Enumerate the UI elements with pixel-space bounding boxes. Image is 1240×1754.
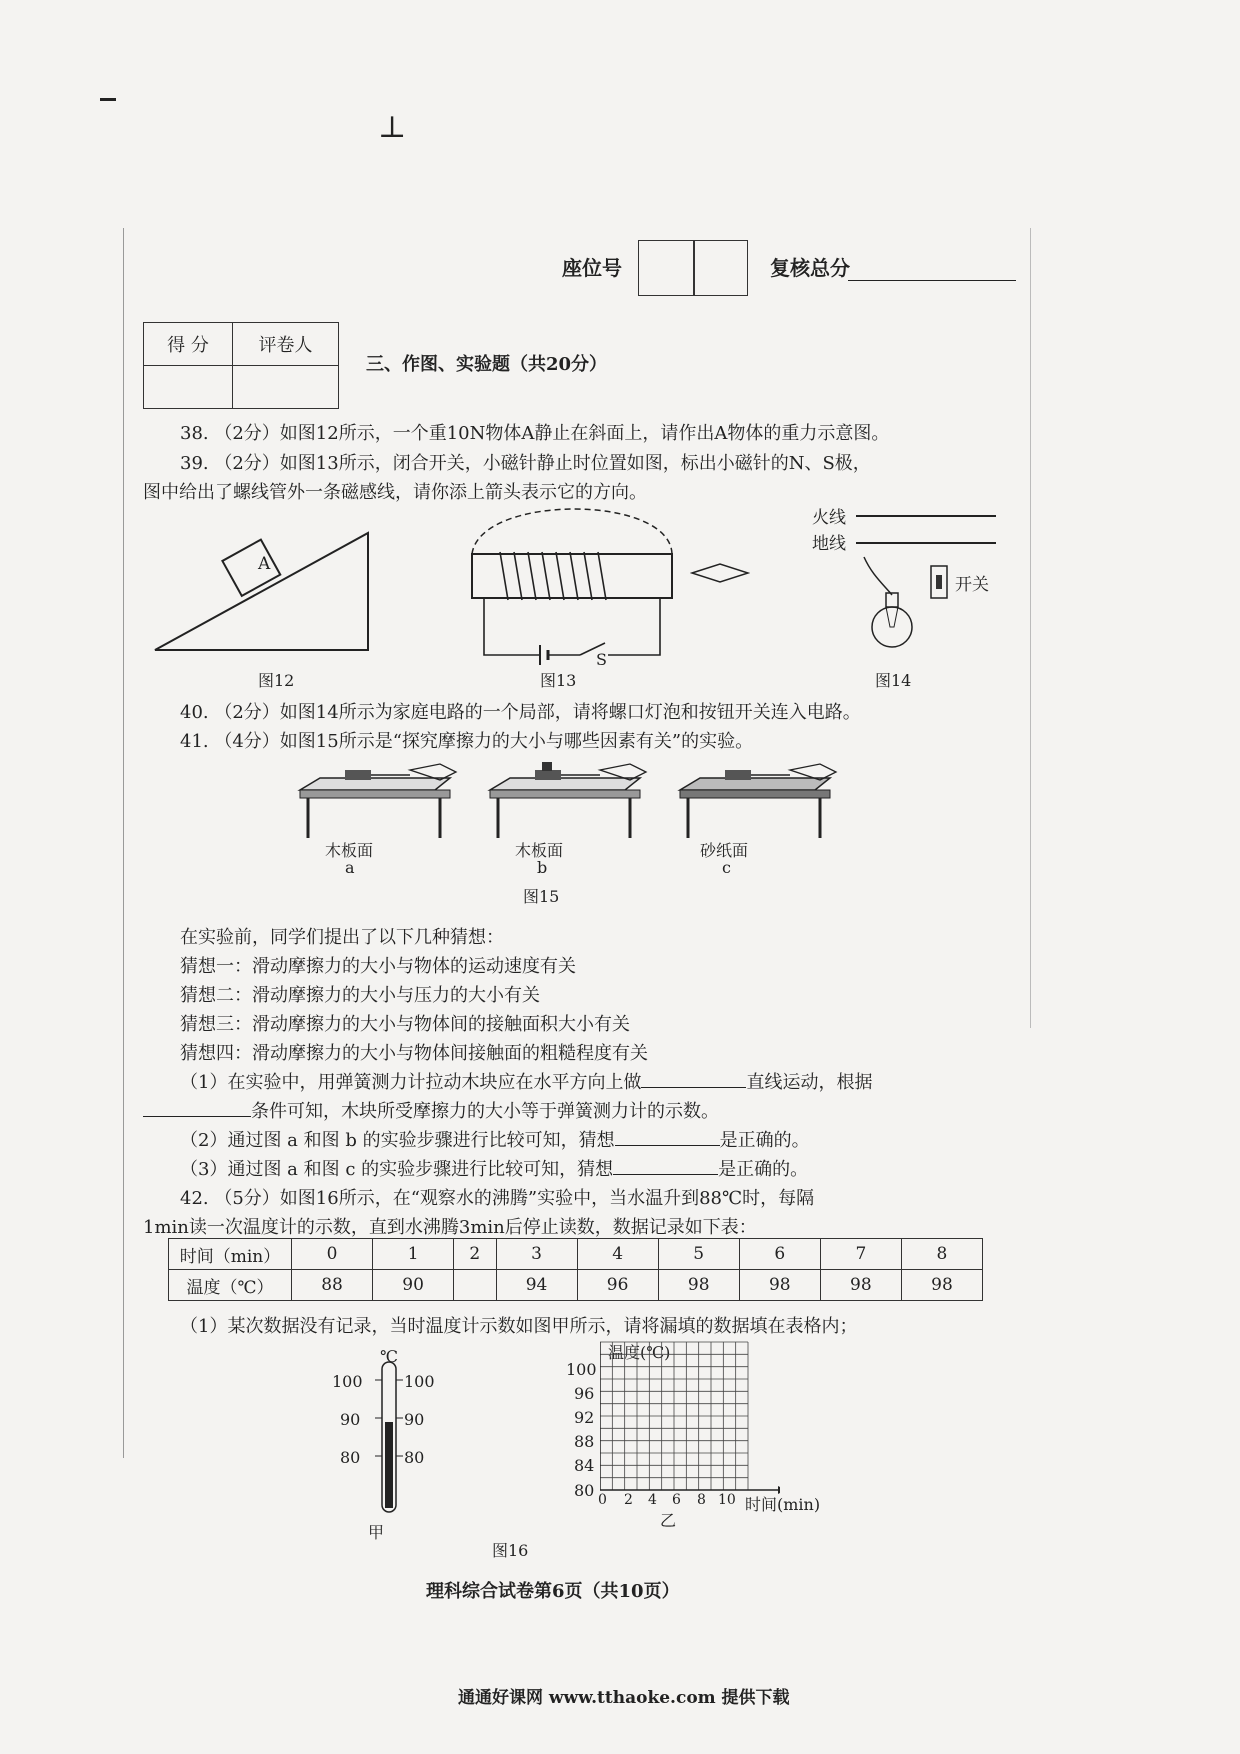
graph-x-tick: 4	[648, 1492, 657, 1508]
figure-15-caption: 图15	[523, 887, 560, 906]
section-title: 三、作图、实验题（共20分）	[366, 354, 608, 375]
figure-12-block-label: A	[258, 554, 271, 574]
hypothesis-4: 猜想四：滑动摩擦力的大小与物体间接触面的粗糙程度有关	[180, 1043, 648, 1064]
graph-x-tick: 10	[718, 1492, 736, 1508]
figure-16-caption: 图16	[492, 1541, 529, 1560]
answer-blank-41-2[interactable]	[615, 1127, 720, 1146]
temperature-cell: 88	[292, 1270, 373, 1301]
time-cell: 6	[739, 1239, 820, 1270]
figure-15-letter-b: b	[537, 858, 548, 877]
left-margin-line	[123, 228, 124, 1458]
question-41-1-text-c: 条件可知，木块所受摩擦力的大小等于弹簧测力计的示数。	[251, 1101, 719, 1122]
question-41-3-text-a: （3）通过图 a 和图 c 的实验步骤进行比较可知，猜想	[180, 1159, 614, 1180]
time-cell: 5	[658, 1239, 739, 1270]
graph-y-tick: 100	[566, 1360, 597, 1379]
corner-dash	[100, 98, 116, 101]
hypotheses-intro: 在实验前，同学们提出了以下几种猜想：	[180, 927, 504, 948]
thermometer-unit: ℃	[380, 1347, 398, 1366]
thermometer-tick-80-right: 80	[404, 1448, 425, 1467]
graph-x-tick: 0	[598, 1492, 607, 1508]
time-row	[169, 1239, 983, 1270]
right-margin-line	[1030, 228, 1031, 1028]
graph-name: 乙	[660, 1511, 677, 1530]
figure-12-caption: 图12	[258, 671, 295, 690]
thermometer-tick-100-right: 100	[404, 1372, 435, 1391]
temperature-cell: 98	[658, 1270, 739, 1301]
question-41-1	[180, 1069, 872, 1097]
score-header: 得 分	[144, 323, 233, 366]
time-cell: 2	[454, 1239, 496, 1270]
figure-15-surface-a: 木板面	[325, 841, 374, 860]
thermometer-tick-100-left: 100	[332, 1372, 363, 1391]
graph-y-tick: 88	[574, 1432, 595, 1451]
time-cell: 1	[373, 1239, 454, 1270]
question-39-line1: 39. （2分）如图13所示，闭合开关，小磁针静止时位置如图，标出小磁针的N、S极，	[180, 453, 871, 474]
ground-wire-label: 地线	[812, 534, 846, 554]
figure-15-letter-c: c	[722, 858, 731, 877]
hypothesis-2: 猜想二：滑动摩擦力的大小与压力的大小有关	[180, 985, 540, 1006]
time-cell: 7	[820, 1239, 901, 1270]
figure-15-surface-c: 砂纸面	[700, 841, 749, 860]
graph-x-tick: 6	[672, 1492, 681, 1508]
question-41: 41. （4分）如图15所示是“探究摩擦力的大小与哪些因素有关”的实验。	[180, 731, 754, 752]
question-42-line1: 42. （5分）如图16所示，在“观察水的沸腾”实验中，当水温升到88℃时，每隔	[180, 1188, 815, 1209]
temperature-cell: 94	[496, 1270, 577, 1301]
question-41-3	[180, 1156, 808, 1184]
hypothesis-1: 猜想一：滑动摩擦力的大小与物体的运动速度有关	[180, 956, 576, 977]
thermometer-name: 甲	[368, 1523, 385, 1542]
temperature-row	[169, 1270, 983, 1301]
answer-blank-41-1b[interactable]	[143, 1098, 251, 1117]
score-cell[interactable]	[144, 366, 233, 409]
time-row-label: 时间（min）	[169, 1239, 292, 1270]
question-41-1-text-a: （1）在实验中，用弹簧测力计拉动木块应在水平方向上做	[180, 1072, 642, 1093]
question-39-line2: 图中给出了螺线管外一条磁感线，请你添上箭头表示它的方向。	[143, 482, 647, 503]
temperature-cell: 96	[577, 1270, 658, 1301]
time-cell: 3	[496, 1239, 577, 1270]
temperature-cell-missing[interactable]	[454, 1270, 496, 1301]
time-cell: 8	[901, 1239, 982, 1270]
thermometer-tick-80-left: 80	[340, 1448, 361, 1467]
question-42-1: （1）某次数据没有记录，当时温度计示数如图甲所示，请将漏填的数据填在表格内；	[180, 1316, 858, 1337]
grader-cell[interactable]	[233, 366, 339, 409]
question-41-1-cont	[143, 1098, 719, 1126]
question-41-1-text-b: 直线运动，根据	[746, 1072, 873, 1093]
review-total-blank[interactable]	[848, 280, 1016, 281]
graph-x-tick: 2	[624, 1492, 633, 1508]
question-41-3-text-b: 是正确的。	[718, 1159, 809, 1180]
question-41-2-text-a: （2）通过图 a 和图 b 的实验步骤进行比较可知，猜想	[180, 1130, 615, 1151]
live-wire	[856, 515, 996, 517]
figure-13-switch-label: S	[596, 650, 607, 669]
temperature-time-graph[interactable]	[600, 1340, 780, 1500]
hypothesis-3: 猜想三：滑动摩擦力的大小与物体间的接触面积大小有关	[180, 1014, 630, 1035]
figure-14-caption: 图14	[875, 671, 912, 690]
figure-15-panel-c	[670, 760, 840, 840]
figure-13-solenoid	[460, 500, 690, 665]
grader-header: 评卷人	[233, 323, 339, 366]
figure-12-incline	[150, 525, 380, 655]
graph-y-tick: 84	[574, 1456, 595, 1475]
time-cell: 0	[292, 1239, 373, 1270]
review-total-label: 复核总分	[770, 256, 850, 280]
compass-needle	[690, 562, 750, 584]
page-footer: 理科综合试卷第6页（共10页）	[426, 1581, 680, 1602]
figure-13-caption: 图13	[540, 671, 577, 690]
temperature-cell: 98	[901, 1270, 982, 1301]
switch-label: 开关	[955, 575, 989, 595]
question-38: 38. （2分）如图12所示，一个重10N物体A静止在斜面上，请作出A物体的重力示意图。	[180, 423, 890, 444]
temperature-cell: 90	[373, 1270, 454, 1301]
answer-blank-41-1a[interactable]	[641, 1069, 746, 1088]
corner-mark: ⊥	[378, 110, 407, 145]
question-41-2-text-b: 是正确的。	[719, 1130, 810, 1151]
score-table	[143, 322, 339, 409]
light-bulb-icon	[862, 555, 922, 655]
graph-y-tick: 96	[574, 1384, 595, 1403]
thermometer-tick-90-right: 90	[404, 1410, 425, 1429]
download-watermark: 通通好课网 www.tthaoke.com 提供下载	[458, 1688, 790, 1708]
temperature-cell: 98	[820, 1270, 901, 1301]
graph-y-tick: 80	[574, 1481, 595, 1500]
temperature-data-table	[168, 1238, 983, 1301]
graph-x-axis-label: 时间(min)	[745, 1495, 821, 1514]
graph-y-axis-label: 温度(℃)	[608, 1343, 671, 1362]
live-wire-label: 火线	[812, 508, 846, 528]
temperature-cell: 98	[739, 1270, 820, 1301]
question-40: 40. （2分）如图14所示为家庭电路的一个局部，请将螺口灯泡和按钮开关连入电路。	[180, 702, 861, 723]
graph-y-tick: 92	[574, 1408, 595, 1427]
seat-label: 座位号	[562, 256, 622, 280]
answer-blank-41-3[interactable]	[613, 1156, 718, 1175]
question-41-2	[180, 1127, 810, 1155]
seat-number-box[interactable]	[638, 240, 748, 296]
ground-wire	[856, 542, 996, 544]
figure-15-panel-a	[290, 760, 460, 840]
thermometer-tick-90-left: 90	[340, 1410, 361, 1429]
figure-15-surface-b: 木板面	[515, 841, 564, 860]
temperature-row-label: 温度（℃）	[169, 1270, 292, 1301]
figure-15-letter-a: a	[345, 858, 355, 877]
push-switch-icon	[930, 565, 948, 599]
time-cell: 4	[577, 1239, 658, 1270]
graph-x-tick: 8	[697, 1492, 706, 1508]
question-42-line2: 1min读一次温度计的示数，直到水沸腾3min后停止读数，数据记录如下表：	[143, 1217, 757, 1238]
figure-15-panel-b	[480, 760, 650, 840]
